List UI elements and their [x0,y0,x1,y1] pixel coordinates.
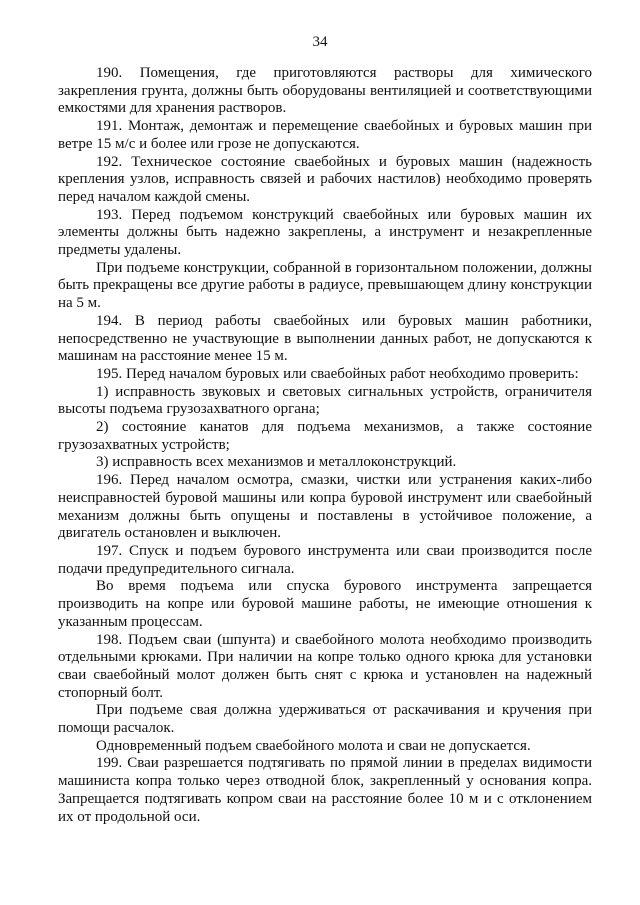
list-item-195-3: 3) исправность всех механизмов и металлоконструкций. [96,454,457,471]
paragraph-196: 196. Перед началом осмотра, смазки, чистки или устранения каких-либо неисправностей буровой машины или копра буровой инструмент или сваебойный механизм должны быть опущены и поставлены в устойчивое положение, а двигатель остановлен и выключен. [58,472,592,542]
paragraph-191: 191. Монтаж, демонтаж и перемещение сваебойных и буровых машин при ветре 15 м/с и более или грозе не допускаются. [58,118,592,152]
page-number: 34 [312,34,328,50]
paragraph-198-simultaneous: Одновременный подъем сваебойного молота и сваи не допускается. [96,737,531,754]
paragraph-199: 199. Сваи разрешается подтягивать по прямой линии в пределах видимости машиниста копра только через отводной блок, закрепленный у основания копра. Запрещается подтягивать копром сваи на расстояние более 10 м и с отклонением их от продольной оси. [58,755,592,825]
paragraph-193: 193. Перед подъемом конструкций сваебойных или буровых машин их элементы должны быть надежно закреплены, а инструмент и незакрепленные предметы удалены. [58,206,592,259]
paragraph-193-lifting: При подъеме конструкции, собранной в горизонтальном положении, должны быть прекращены все другие работы в радиусе, превышающем длину конструкции на 5 м. [58,259,592,312]
paragraph-195: 195. Перед началом буровых или сваебойных работ необходимо проверить: [96,365,579,382]
paragraph-198-guying: При подъеме свая должна удерживаться от раскачивания и кручения при помощи расчалок. [58,702,592,737]
paragraph-190: 190. Помещения, где приготовляются растворы для химического закрепления грунта, должны быть оборудованы вентиляцией и соответствующими емкостями для хранения растворов. [58,65,592,117]
paragraph-197: 197. Спуск и подъем бурового инструмента или сваи производится после подачи предупредительного сигнала. [58,542,592,577]
list-item-195-2: 2) состояние канатов для подъема механизмов, а также состояние грузозахватных устройств; [58,419,592,453]
paragraph-198: 198. Подъем сваи (шпунта) и сваебойного молота необходимо производить отдельными крюками. При наличии на копре только одного крюка для установки сваи сваебойный молот должен быть снят с крюка и установлен на надежный стопорный болт. [58,631,592,701]
document-body [58,65,592,826]
paragraph-197-prohibition: Во время подъема или спуска бурового инструмента запрещается производить на копре или буровой машине работы, не имеющие отношения к указанным процессам. [58,578,592,630]
paragraph-192: 192. Техническое состояние сваебойных и буровых машин (надежность крепления узлов, исправность связей и рабочих настилов) необходимо проверять перед началом каждой смены. [58,153,592,205]
paragraph-194: 194. В период работы сваебойных или буровых машин работники, непосредственно не участвующие в выполнении данных работ, не допускаются к машинам на расстояние менее 15 м. [58,312,592,365]
list-item-195-1: 1) исправность звуковых и световых сигнальных устройств, ограничителя высоты подъема грузозахватного органа; [58,383,592,418]
